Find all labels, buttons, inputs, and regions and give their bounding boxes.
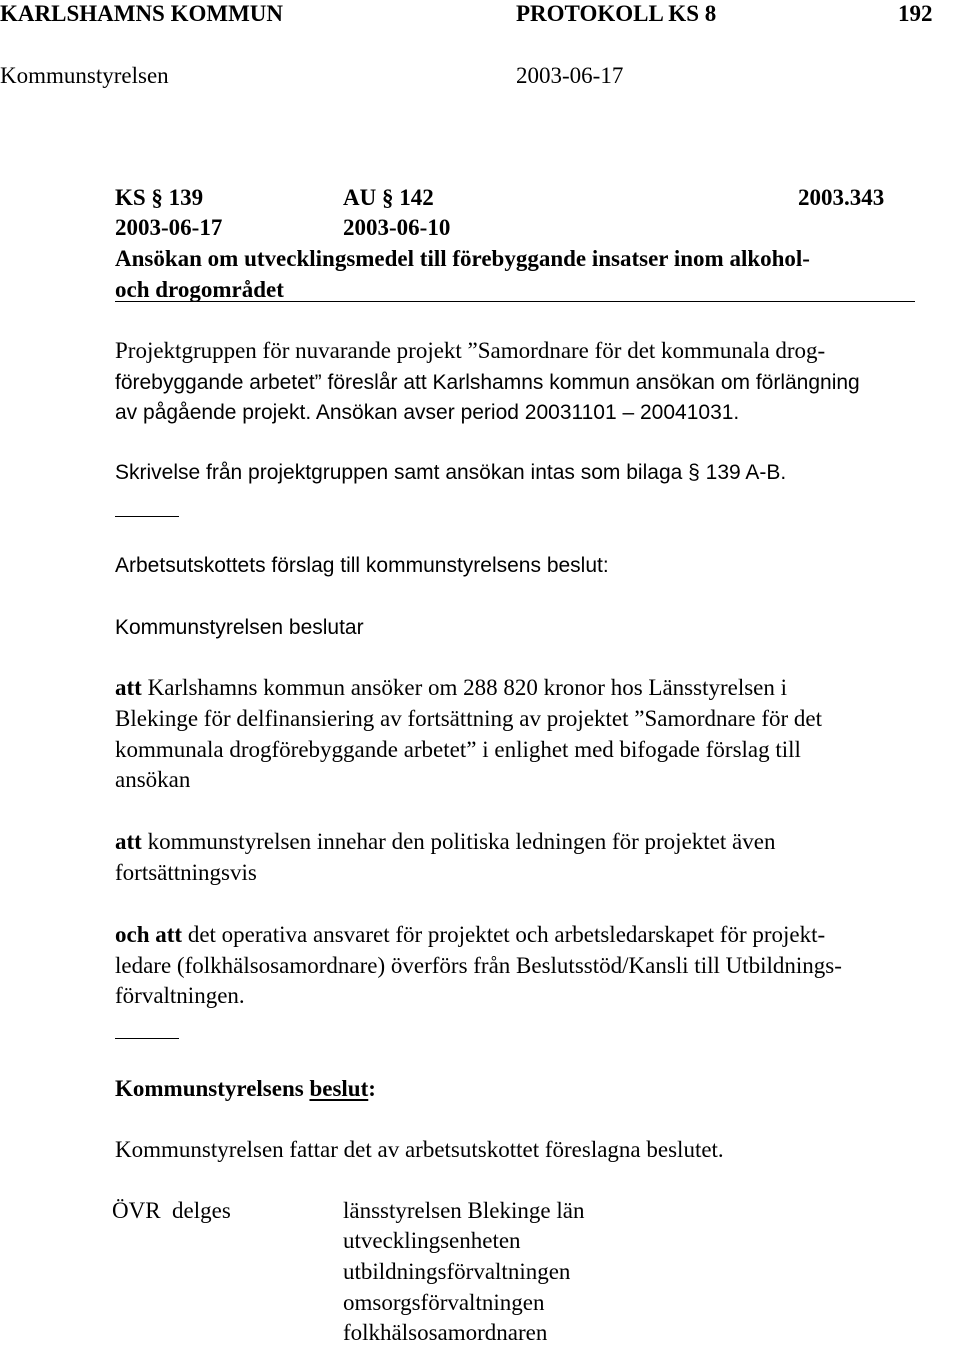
att-keyword: att (115, 829, 142, 854)
proposal-item3-line2: ledare (folkhälsosamordnare) överförs från Beslutsstöd/Kansli till Utbildnings- (115, 953, 842, 978)
body-name: Kommunstyrelsen (0, 63, 169, 88)
recipient-item: utvecklingsenheten (343, 1228, 521, 1253)
background-line3: av pågående projekt. Ansökan avser period 20031101 – 20041031. (115, 401, 740, 424)
ks-reference: KS § 139 (115, 185, 204, 210)
municipality-name: KARLSHAMNS KOMMUN (0, 1, 284, 26)
decision-heading-underlined: beslut (309, 1076, 369, 1101)
proposal-item3-line1 (115, 919, 825, 950)
proposal-item3-line3: förvaltningen. (115, 983, 245, 1008)
item-text: det operativa ansvaret för projektet och arbetsledarskapet för projekt- (182, 922, 826, 947)
item-text: kommunstyrelsen innehar den politiska ledningen för projektet även (141, 829, 776, 854)
background-line2: förebyggande arbetet” föreslår att Karlshamns kommun ansökan om förlängning (115, 371, 860, 394)
proposal-item1-line3: kommunala drogförebyggande arbetet” i enlighet med bifogade förslag till (115, 737, 801, 762)
att-keyword: att (115, 675, 142, 700)
protocol-label: PROTOKOLL KS 8 (516, 1, 717, 26)
och-att-keyword: och att (115, 922, 183, 947)
au-reference: AU § 142 (343, 185, 434, 210)
decision-heading-part: Kommunstyrelsens (115, 1076, 310, 1101)
au-proposal-intro: Kommunstyrelsen beslutar (115, 616, 364, 639)
au-date: 2003-06-10 (343, 215, 451, 240)
proposal-item2-line2: fortsättningsvis (115, 860, 257, 885)
proposal-item1-line2: Blekinge för delfinansiering av fortsättning av projektet ”Samordnare för det (115, 706, 823, 731)
distribution-label: ÖVR delges (112, 1198, 231, 1223)
background-line1: Projektgruppen för nuvarande projekt ”Samordnare för det kommunala drog- (115, 338, 826, 363)
title-underline (115, 301, 915, 302)
decision-heading (115, 1073, 376, 1104)
case-title-line2: och drogområdet (115, 277, 284, 302)
decision-heading-colon: : (368, 1076, 376, 1101)
meeting-date: 2003-06-17 (516, 63, 624, 88)
diary-number: 2003.343 (798, 185, 885, 210)
recipient-item: folkhälsosamordnaren (343, 1320, 548, 1345)
page-number: 192 (898, 1, 933, 26)
au-proposal-heading: Arbetsutskottets förslag till kommunstyrelsens beslut: (115, 554, 609, 577)
recipient-item: länsstyrelsen Blekinge län (343, 1198, 585, 1223)
ks-date: 2003-06-17 (115, 215, 223, 240)
section-divider (115, 1038, 179, 1039)
decision-text: Kommunstyrelsen fattar det av arbetsutskottet föreslagna beslutet. (115, 1137, 724, 1162)
attachment-note: Skrivelse från projektgruppen samt ansökan intas som bilaga § 139 A-B. (115, 461, 787, 484)
recipient-item: utbildningsförvaltningen (343, 1259, 571, 1284)
section-divider (115, 516, 179, 517)
item-text: Karlshamns kommun ansöker om 288 820 kronor hos Länsstyrelsen i (141, 675, 788, 700)
case-title-line1: Ansökan om utvecklingsmedel till förebyggande insatser inom alkohol- (115, 246, 810, 271)
proposal-item2-line1 (115, 826, 775, 857)
proposal-item1-line1 (115, 672, 787, 703)
recipient-item: omsorgsförvaltningen (343, 1290, 545, 1315)
proposal-item1-line4: ansökan (115, 767, 191, 792)
